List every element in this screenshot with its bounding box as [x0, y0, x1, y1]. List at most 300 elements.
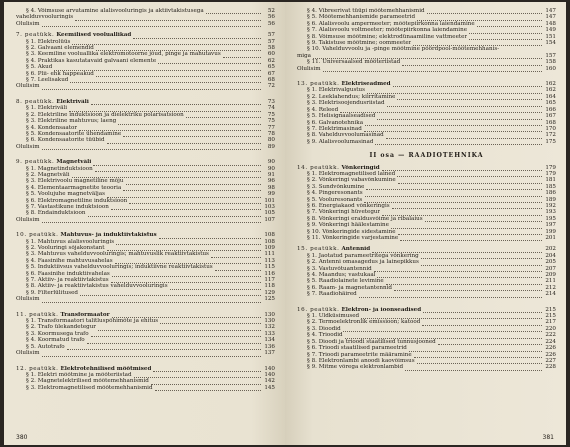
page-ref: 78 — [267, 130, 275, 137]
page-ref: 108 — [264, 238, 275, 245]
entry-title: § 3. Vastuvõtuantennid — [307, 265, 372, 272]
dot-leader — [91, 100, 261, 105]
dot-leader — [392, 204, 542, 209]
dot-leader — [438, 340, 542, 345]
entry-title: § 7. Aktiiv- ja reaktiivtakistus — [26, 277, 109, 284]
page-ref: 202 — [545, 246, 556, 253]
page-ref: 217 — [545, 319, 556, 326]
entry-title: Olulisim — [16, 296, 40, 303]
page-ref: 149 — [545, 27, 556, 34]
right-page — [285, 2, 566, 445]
entry-title: § 6. Galvanotehnika — [307, 119, 364, 126]
dot-leader — [42, 218, 261, 223]
dot-leader — [98, 326, 261, 331]
entry-title: Olulisim — [16, 20, 40, 27]
toc-entry — [16, 58, 275, 64]
page-ref: 62 — [267, 57, 275, 64]
entry-title: § 10. Võnkeringide sidestamine — [307, 228, 396, 235]
entry-title: § 8. Võnkeringi eraldusvõime ja ribalaius — [307, 215, 423, 222]
toc-entry — [297, 291, 556, 297]
dot-leader — [414, 353, 542, 358]
entry-title: § 8. Endainduktsioon — [26, 210, 86, 217]
entry-title: § 7. Võnkeringi hüvetegur — [307, 209, 381, 216]
page-ref: 58 — [267, 45, 275, 52]
entry-title: § 1. Magnetinduktsioon — [26, 165, 93, 172]
page-ref: 91 — [267, 171, 275, 178]
chapter-title: Elektriväli — [56, 98, 89, 105]
page-ref: 170 — [545, 125, 556, 132]
page-ref: 211 — [545, 278, 556, 285]
page-ref: 75 — [267, 118, 275, 125]
page-ref: 129 — [264, 289, 275, 296]
page-ref: 227 — [545, 357, 556, 364]
dot-leader — [393, 82, 542, 87]
dot-leader — [155, 386, 261, 391]
entry-title: § 1. Elektrolüüs — [26, 38, 71, 45]
chapter-title: Elektriseadmed — [341, 81, 391, 88]
dot-leader — [421, 254, 542, 259]
entry-title: vahelduvvooluringis — [16, 14, 74, 21]
dot-leader — [67, 345, 261, 350]
summary-entry — [16, 296, 275, 302]
page-ref: 60 — [267, 51, 275, 58]
entry-title: § 1. Elektri mõõtmine ja mõõteriistad — [26, 371, 132, 378]
dot-leader — [405, 366, 542, 371]
entry-title: Olulisim — [16, 83, 40, 90]
dot-leader — [111, 205, 261, 210]
entry-title: § 3. Sundvõnkumine — [307, 183, 365, 190]
book-spread — [4, 2, 566, 445]
page-ref: 73 — [267, 98, 275, 105]
page-ref: 158 — [545, 59, 556, 66]
dot-leader — [365, 121, 542, 126]
page-ref: 130 — [264, 311, 275, 318]
dot-leader — [375, 140, 542, 145]
page-ref: 215 — [545, 313, 556, 320]
page-ref: 199 — [545, 228, 556, 235]
chapter-title: Elektron- ja ioonseadised — [341, 306, 422, 313]
entry-title: § 3. Mahtuvus vahelduvvooluringis; mahtuvuslik reaktiivtakistus — [26, 251, 209, 258]
page-number: 381 — [542, 433, 554, 441]
page-ref: 167 — [545, 113, 556, 120]
page-ref: 179 — [545, 170, 556, 177]
dot-leader — [112, 272, 261, 277]
page-ref: 204 — [545, 252, 556, 259]
page-ref: 68 — [267, 77, 275, 84]
page-ref: 145 — [264, 384, 275, 391]
page-ref: 103 — [264, 203, 275, 210]
entry-title: § 4. Faasinihe mahtuvusahelas — [26, 257, 113, 264]
entry-title: § 6. Kondensaatorite tüübid — [26, 137, 105, 144]
entry-title: § 1. Üldküsimused — [307, 313, 360, 320]
entry-title: § 11. Universaalsed mõõteriistad — [307, 59, 401, 66]
part-heading: II osa — RAADIOTEHNIKA — [369, 152, 484, 160]
page-ref: 117 — [264, 277, 275, 284]
dot-leader — [96, 72, 261, 77]
page-ref: 205 — [545, 259, 556, 266]
spacer — [297, 72, 556, 76]
entry-title: § 2. Trafo ülekandetegur — [26, 324, 96, 331]
page-ref: 214 — [545, 291, 556, 298]
entry-title: § 2. Magnetväli — [26, 171, 70, 178]
chapter-number: 7. peatükk. — [16, 32, 55, 39]
page-ref: 186 — [545, 190, 556, 197]
toc-entry — [16, 77, 275, 83]
entry-title: § 1. Elektrivalgustus — [307, 87, 366, 94]
entry-title: § 4. Võimsuse arvutamine alalisvooluringis ja aktiivtakistusega — [26, 8, 204, 14]
page-ref: 142 — [264, 378, 275, 385]
entry-title: § 2. Elektriline induktsioon ja dielektriku polarisatsioon — [26, 111, 184, 118]
dot-leader — [160, 319, 261, 324]
entry-title: § 3. Koormusega trafo — [26, 330, 89, 337]
page-ref: 162 — [545, 81, 556, 88]
dot-leader — [42, 85, 261, 90]
dot-leader — [133, 34, 261, 39]
page-ref: 57 — [267, 32, 275, 39]
page-ref: 113 — [264, 257, 275, 264]
entry-title: § 2. Võnkeringi vabavõnkumine — [307, 177, 396, 184]
page-ref: 215 — [545, 306, 556, 313]
entry-title: § 7. Alalisvoolu voltmeeter; mõõtepiirkonna laiendamine — [307, 27, 468, 34]
dot-leader — [377, 115, 542, 120]
dot-leader — [116, 240, 261, 245]
page-ref: 90 — [267, 159, 275, 166]
spacer — [297, 298, 556, 302]
dot-leader — [91, 332, 261, 337]
dot-leader — [365, 192, 542, 197]
entry-title: § 4. Kondensaator — [26, 124, 78, 131]
toc-entry — [297, 139, 556, 145]
dot-leader — [211, 253, 261, 258]
page-ref: 118 — [264, 283, 275, 290]
entry-title: § 5. Akud — [26, 64, 53, 71]
dot-leader — [42, 145, 261, 150]
page-ref: 115 — [264, 264, 275, 271]
page-number: 380 — [16, 433, 28, 441]
entry-title: § 6. Elektromagnetiline induktsioon — [26, 197, 128, 204]
entry-title: § 6. Raam- ja magnetantennid — [307, 284, 392, 291]
page-ref: 140 — [264, 371, 275, 378]
dot-leader — [153, 367, 261, 372]
spacer — [16, 223, 275, 227]
page-ref: 74 — [267, 105, 275, 112]
page-ref: 189 — [545, 196, 556, 203]
dot-leader — [359, 293, 542, 298]
dot-leader — [93, 161, 261, 166]
summary-entry — [16, 350, 275, 356]
page-ref: 172 — [545, 132, 556, 139]
entry-title: § 10. Vahelduvvoolu ja -pinge mõõtmine põördpool-mõõtemehhanis- — [307, 46, 500, 53]
dot-leader — [123, 186, 261, 191]
page-ref: 181 — [545, 177, 556, 184]
chapter-number: 12. peatükk. — [16, 365, 59, 372]
entry-title: § 1. Jaotatud parameetritega võnkering — [307, 252, 419, 259]
entry-title: § 3. Elektrivoolu magnetiline mõju — [26, 178, 124, 185]
entry-title: § 2. Termoelektronlik emissioon; katood — [307, 319, 421, 326]
page-ref: 162 — [545, 87, 556, 94]
entry-title: § 8. Vahelduvvoolumasinad — [307, 132, 384, 139]
entry-title: § 2. Galvaani elemendid — [26, 45, 94, 52]
toc-entry — [297, 364, 556, 370]
dot-leader — [387, 102, 542, 107]
dot-leader — [386, 134, 542, 139]
dot-leader — [118, 120, 261, 125]
dot-leader — [377, 273, 542, 278]
page-ref: 207 — [545, 265, 556, 272]
dot-leader — [364, 127, 542, 132]
entry-title: § 9. Mitme võrega elektronlambid — [307, 364, 404, 371]
page-ref: 52 — [267, 8, 275, 14]
entry-title: § 4. Trioodid — [307, 332, 343, 339]
entry-title: § 9. Võnkeringi häälestamine — [307, 222, 389, 229]
toc-list-left — [16, 8, 275, 391]
toc-entry — [16, 344, 275, 350]
page-ref: 136 — [264, 343, 275, 350]
entry-title: § 3. Elektromagnetilised mõõtemehhanismid — [26, 384, 153, 391]
dot-leader — [170, 285, 261, 290]
entry-title: § 5. Raadiolainete levimine — [307, 278, 384, 285]
toc-entry — [16, 14, 275, 20]
chapter-title: Magnetväli — [56, 159, 92, 166]
page-ref: 212 — [545, 284, 556, 291]
dot-leader — [469, 35, 542, 40]
dot-leader — [87, 339, 261, 344]
page-ref: 168 — [545, 119, 556, 126]
toc-entry — [16, 385, 275, 391]
dot-leader — [107, 193, 261, 198]
dot-leader — [95, 167, 261, 172]
page-ref: 222 — [545, 332, 556, 339]
dot-leader — [398, 230, 542, 235]
chapter-number: 14. peatükk. — [297, 164, 340, 171]
page-ref: 65 — [267, 64, 275, 71]
dot-leader — [391, 224, 542, 229]
entry-title: § 9. Alalisvoolumasinad — [307, 138, 374, 145]
entry-title: § 1. Elektromagnetilised lained — [307, 170, 396, 177]
entry-title: § 8. Võimsuse mõõtmine; elektrodünaamiline vattmeeter — [307, 33, 468, 40]
dot-leader — [421, 261, 542, 266]
page-ref: 160 — [545, 65, 556, 72]
dot-leader — [409, 347, 542, 352]
page-ref: 96 — [267, 178, 275, 185]
page-ref: 101 — [264, 197, 275, 204]
entry-title: § 5. Dioodi ja trioodi staatilised tunnusjooned — [307, 338, 436, 345]
page-ref: 109 — [264, 245, 275, 251]
dot-leader — [422, 321, 542, 326]
dot-leader — [70, 78, 261, 83]
entry-title: § 5. Autotrafo — [26, 343, 65, 350]
entry-title: § 5. Induktiivsus vahelduvvooluringis; induktiivne reaktiivtakistus — [26, 264, 213, 271]
dot-leader — [126, 180, 262, 185]
page-ref: 165 — [545, 100, 556, 107]
summary-entry — [16, 21, 275, 27]
page-ref: 224 — [545, 338, 556, 345]
page-ref: 111 — [264, 251, 275, 258]
dot-leader — [427, 9, 542, 14]
dot-leader — [386, 280, 542, 285]
entry-title: § 3. Elektrisoojendusriistad — [307, 100, 385, 107]
page-ref: 197 — [545, 222, 556, 229]
dot-leader — [42, 352, 261, 357]
entry-title: § 7. Vastastikune induktsioon — [26, 203, 109, 210]
entry-title: § 2. Antenni omasagedus ja lainepikkus — [307, 259, 419, 266]
dot-leader — [400, 236, 542, 241]
page-ref: 201 — [545, 235, 556, 241]
page-ref: 137 — [264, 350, 275, 357]
page-ref: 56 — [267, 14, 275, 21]
entry-title: § 7. Trioodi parameetrite määramine — [307, 351, 412, 358]
entry-title: § 6. Trioodi staatilised parameetrid — [307, 345, 407, 352]
page-ref: 209 — [545, 272, 556, 279]
dot-leader — [223, 53, 261, 58]
page-ref: 133 — [264, 330, 275, 337]
entry-title: § 5. Helisignaalseadised — [307, 113, 376, 120]
chapter-title: Keemilised vooluallikad — [56, 32, 132, 39]
chapter-number: 13. peatükk. — [297, 81, 340, 88]
entry-title: Olulisim — [16, 350, 40, 357]
entry-title: § 7. Raadiohäired — [307, 291, 357, 298]
entry-title: § 3. Keemiline vooluallika elektromotoorne jõud, pinge ja mahutavus — [26, 51, 221, 58]
page-ref: 140 — [264, 365, 275, 372]
page-ref: 220 — [545, 325, 556, 332]
page-ref: 132 — [264, 324, 275, 331]
dot-leader — [366, 185, 542, 190]
spacer — [16, 90, 275, 94]
dot-leader — [323, 67, 542, 72]
entry-title: § 2. Leeklahendus; kiirritamine — [307, 93, 396, 100]
summary-entry — [297, 66, 556, 72]
entry-title: Olulisim — [16, 216, 40, 223]
entry-title: § 6. Energiakaod võnkeringis — [307, 202, 390, 209]
page-ref: 67 — [267, 70, 275, 77]
entry-title: § 8. Elektronlambi anoodi kaovõimsus — [307, 357, 415, 364]
page-ref: 80 — [267, 137, 275, 144]
entry-title: § 4. Releed — [307, 106, 339, 113]
page-ref: 175 — [545, 138, 556, 145]
dot-leader — [159, 234, 261, 239]
entry-title: Olulisim — [297, 65, 321, 72]
page-ref: 56 — [267, 20, 275, 27]
entry-title: § 9. Takistuse mõõtmine; oommeeter — [307, 40, 412, 47]
dot-leader — [398, 179, 542, 184]
entry-title: § 3. Dioodid — [307, 325, 341, 332]
page-ref: 195 — [545, 215, 556, 222]
entry-title: § 1. Transformaatori talitluspõhimõte ja ehitus — [26, 318, 159, 325]
chapter-title: Elektrotehnilised mõõtmised — [60, 365, 152, 372]
entry-title: § 6. Alalisvoolu ampermeeter; mõõtepiirkonna laiendamine — [307, 20, 475, 27]
page-ref: 148 — [545, 20, 556, 27]
entry-title: § 4. Elementaarmagnetite teooria — [26, 184, 122, 191]
page-ref: 90 — [267, 165, 275, 172]
entry-title: § 4. Praktikas kasutatavaid galvaani elemente — [26, 57, 157, 64]
entry-title: § 1. Mahtuvus alalisvooluringis — [26, 238, 115, 245]
dot-leader — [402, 61, 542, 66]
entry-title: § 11. Võnkeringide varjestamine — [307, 235, 399, 241]
chapter-number: 15. peatükk. — [297, 246, 340, 253]
page-ref: 77 — [267, 124, 275, 131]
toc-entry — [16, 210, 275, 216]
page-ref: 154 — [545, 40, 556, 47]
page-ref: 147 — [545, 14, 556, 21]
page-ref: 98 — [267, 184, 275, 191]
entry-title: Olulisim — [16, 143, 40, 150]
dot-leader — [186, 113, 261, 118]
entry-title: § 4. Maandus; vastukaal — [307, 272, 376, 279]
chapter-number: 11. peatükk. — [16, 311, 59, 318]
entry-title: § 2. Magnetelektrilised mõõtemehhanismid — [26, 378, 149, 385]
left-page — [4, 2, 285, 445]
entry-title: § 5. Voolujuhe magnetväljas — [26, 191, 105, 198]
dot-leader — [107, 139, 261, 144]
entry-title: § 4. Pingeresonants — [307, 190, 363, 197]
page-ref: 185 — [545, 183, 556, 190]
chapter-number: 10. peatükk. — [16, 232, 59, 239]
entry-title: § 5. Mõõtemehhanismide parameetrid — [307, 14, 416, 21]
dot-leader — [423, 308, 542, 313]
entry-title: § 1. Elektriväli — [26, 105, 68, 112]
page-ref: 75 — [267, 111, 275, 118]
toc-entry — [297, 59, 556, 65]
entry-title: § 5. Kondensaatorite ühendamine — [26, 130, 122, 137]
chapter-number: 9. peatükk. — [16, 159, 55, 166]
page-ref: 116 — [264, 270, 275, 277]
dot-leader — [343, 327, 542, 332]
dot-leader — [374, 267, 542, 272]
chapter-title: Transformaator — [60, 311, 110, 318]
chapter-number: 16. peatükk. — [297, 306, 340, 313]
dot-leader — [42, 22, 261, 27]
page-ref: 107 — [264, 216, 275, 223]
page-ref: 130 — [264, 318, 275, 325]
toc-list-right — [297, 8, 556, 371]
dot-leader — [158, 59, 261, 64]
dot-leader — [151, 380, 261, 385]
page-ref: 151 — [545, 33, 556, 40]
dot-leader — [397, 95, 542, 100]
chapter-title: Mahtuvus- ja induktiivtakistus — [60, 232, 157, 239]
dot-leader — [80, 291, 261, 296]
page-ref: 228 — [545, 364, 556, 371]
dot-leader — [477, 22, 542, 27]
page-ref: 147 — [545, 8, 556, 14]
dot-leader — [123, 132, 261, 137]
dot-leader — [75, 16, 261, 21]
entry-title: § 9. Filterlülitused — [26, 289, 78, 296]
dot-leader — [215, 266, 261, 271]
dot-leader — [129, 199, 261, 204]
chapter-title: Võnkeringid — [341, 164, 380, 171]
spacer — [16, 357, 275, 361]
page-ref: 192 — [545, 202, 556, 209]
page-ref: 226 — [545, 351, 556, 358]
dot-leader — [397, 172, 542, 177]
entry-title: § 5. Vooluresonants — [307, 196, 363, 203]
chapter-number: 8. peatükk. — [16, 98, 55, 105]
page-ref: 89 — [267, 143, 275, 150]
entry-title: § 6. Plii- ehk happeakud — [26, 70, 94, 77]
dot-leader — [134, 373, 261, 378]
spacer — [16, 150, 275, 154]
dot-leader — [417, 359, 542, 364]
dot-leader — [425, 217, 542, 222]
spacer — [16, 303, 275, 307]
page-ref: 108 — [264, 232, 275, 239]
page-ref: 164 — [545, 93, 556, 100]
dot-leader — [394, 286, 542, 291]
page-ref: 57 — [267, 38, 275, 45]
page-ref: 72 — [267, 83, 275, 90]
entry-title: § 4. Koormatud trafo — [26, 337, 85, 344]
